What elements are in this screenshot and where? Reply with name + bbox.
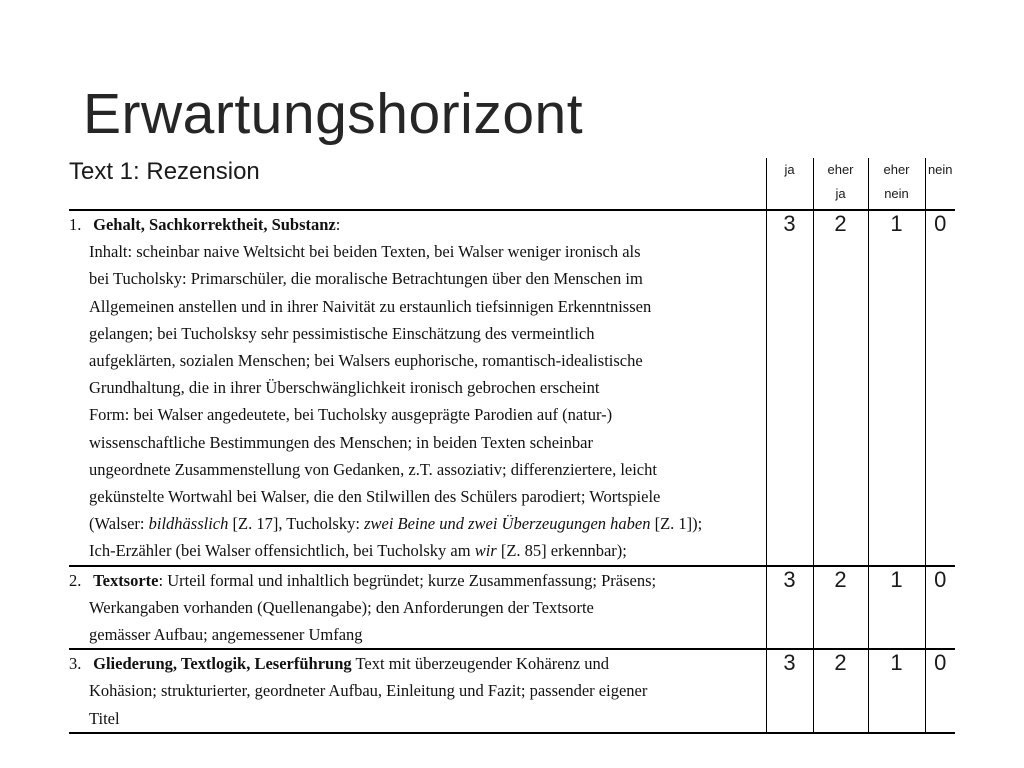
description-line: wissenschaftliche Bestimmungen des Menschen; in beiden Texten scheinbar [89,432,593,452]
score-1[interactable]: 1 [868,210,925,566]
scale-header-eher-nein [868,158,925,210]
description-line: Form: bei Walser angedeutete, bei Tucholsky ausgeprägte Parodien auf (natur-) [89,405,613,425]
score-1[interactable]: 1 [868,649,925,733]
score-2[interactable]: 2 [813,649,868,733]
scale-header-ja [766,158,813,210]
description-line: Grundhaltung, die in ihrer Überschwänglichkeit ironisch gebrochen erscheint [89,378,600,398]
criterion-row-3 [69,649,955,733]
description-line: Kohäsion; strukturierter, geordneter Aufbau, Einleitung und Fazit; passender eigener [89,681,648,701]
criterion-row-1 [69,210,955,566]
description-line: gemässer Aufbau; angemessener Umfang [89,625,363,645]
criterion-text: 3. Gliederung, Textlogik, Leserführung Text mit überzeugender Kohärenz und Kohäsion; strukturierter, geordneter Aufbau, Einleitung und Fazit; passender eigener Titel [69,649,766,733]
description-line: (Walser: bildhässlich [Z. 17], Tucholsky: zwei Beine und zwei Überzeugungen haben [Z. 1]); [89,514,703,534]
score-3[interactable]: 3 [766,210,813,566]
scale-label: ja [784,162,795,177]
scale-label: eher [883,162,910,177]
score-3[interactable]: 3 [766,566,813,650]
scale-label: nein [927,162,953,177]
score-2[interactable]: 2 [813,566,868,650]
page-title: Erwartungshorizont [83,82,584,146]
rubric-table [69,158,955,734]
scale-header-nein [925,158,955,210]
scale-header-eher-ja [813,158,868,210]
criterion-number: 3. [69,654,82,674]
criterion-description [69,677,766,731]
criterion-heading: Gliederung, Textlogik, Leserführung [93,654,352,674]
description-line: gekünstelte Wortwahl bei Walser, die den Stilwillen des Schülers parodiert; Wortspiele [89,487,661,507]
score-0[interactable]: 0 [925,566,955,650]
score-0[interactable]: 0 [925,649,955,733]
description-line: bei Tucholsky: Primarschüler, die moralische Betrachtungen über den Menschen im [89,269,643,289]
score-0[interactable]: 0 [925,210,955,566]
score-2[interactable]: 2 [813,210,868,566]
text-heading: Text 1: Rezension [69,158,766,210]
description-line: Werkangaben vorhanden (Quellenangabe); den Anforderungen der Textsorte [89,597,594,617]
criterion-heading: Textsorte [93,570,159,590]
criterion-row-2 [69,566,955,650]
scale-label: ja [835,186,846,201]
criterion-heading: Gehalt, Sachkorrektheit, Substanz [93,215,336,234]
criterion-text: 1. Gehalt, Sachkorrektheit, Substanz: Inhalt: scheinbar naive Weltsicht bei beiden Texten, bei Walser weniger ironisch als bei Tucholsky: Primarschüler, die moralische Betrachtungen über den Menschen im Allgemeinen anstellen und in ihrer Naivität zu erstaunlich tiefsinnigen Erkenntnissen gelangen; bei Tucholsksy sehr pessimistische Einschätzung des vermeintlich aufgeklärten, sozialen Menschen; bei Walsers euphorische, romantisch-idealistische Grundhaltung, die in ihrer Überschwänglichkeit ironisch gebrochen erscheint Form: bei Walser angedeutete, bei Tucholsky ausgeprägte Parodien auf (natur-) wissenschaftliche Bestimmungen des Menschen; in beiden Texten scheinbar ungeordnete Zusammenstellung von Gedanken, z.T. assoziativ; differenziertere, leicht gekünstelte Wortwahl bei Walser, die den Stilwillen des Schülers parodiert; Wortspiele (Walser: bildhässlich [Z. 17], Tucholsky: zwei Beine und zwei Überzeugungen haben [Z. 1]); Ich-Erzähler (bei Walser offensichtlich, bei Tucholsky am wir [Z. 85] erkennbar); [69,210,766,566]
table-header-row [69,158,955,210]
description-line: Inhalt: scheinbar naive Weltsicht bei beiden Texten, bei Walser weniger ironisch als [89,242,641,262]
description-line: gelangen; bei Tucholsksy sehr pessimistische Einschätzung des vermeintlich [89,323,595,343]
description-line: aufgeklärten, sozialen Menschen; bei Walsers euphorische, romantisch-idealistische [89,351,643,371]
criterion-description [69,594,766,648]
description-line: Allgemeinen anstellen und in ihrer Naivität zu erstaunlich tiefsinnigen Erkenntnissen [89,296,652,316]
score-3[interactable]: 3 [766,649,813,733]
description-line: Titel [89,708,120,728]
criterion-description [69,238,766,564]
criterion-number: 2. [69,570,82,590]
criterion-text: 2. Textsorte: Urteil formal und inhaltlich begründet; kurze Zusammenfassung; Präsens; Werkangaben vorhanden (Quellenangabe); den Anforderungen der Textsorte gemässer Aufbau; angemessener Umfang [69,566,766,650]
description-line: Ich-Erzähler (bei Walser offensichtlich, bei Tucholsky am wir [Z. 85] erkennbar); [89,541,627,561]
description-line: ungeordnete Zusammenstellung von Gedanken, z.T. assoziativ; differenziertere, leicht [89,459,657,479]
scale-label: eher [827,162,854,177]
score-1[interactable]: 1 [868,566,925,650]
scale-label: nein [884,186,909,201]
criterion-number: 1. [69,215,82,234]
